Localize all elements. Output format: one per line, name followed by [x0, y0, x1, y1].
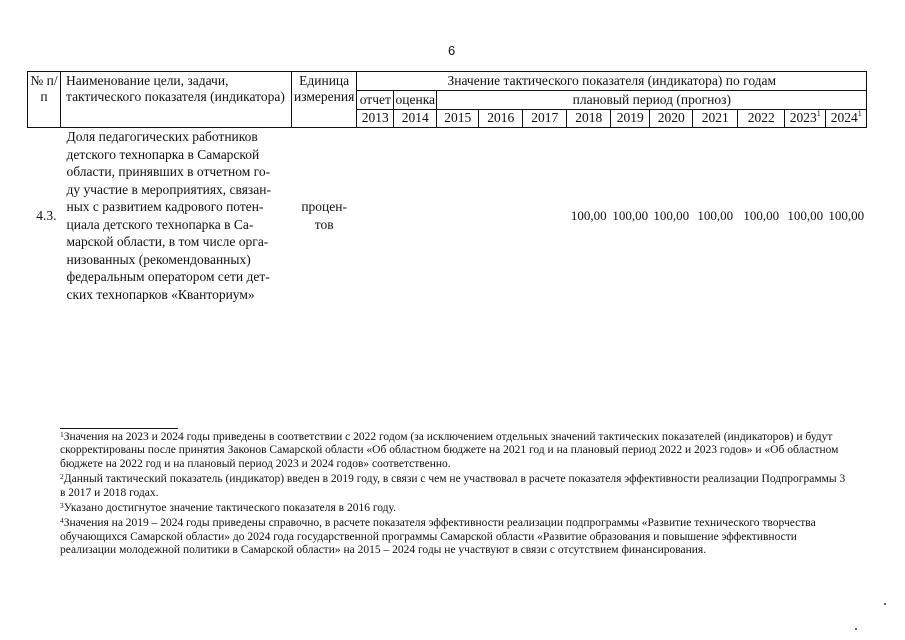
year-header-2014: 2014 — [394, 109, 437, 127]
year-header-2018: 2018 — [567, 109, 611, 127]
year-header-2019: 2019 — [611, 109, 650, 127]
footnote-text: Данный тактический показатель (индикатор) введен в 2019 году, в связи с чем не участвовал в расчете показателя эффективности реализации Подпрограммы 3 в 2017 и 2018 годах. — [60, 473, 846, 499]
footnote-text: Значения на 2019 – 2024 годы приведены справочно, в расчете показателя эффективности реализации подпрограммы «Развитие технического творчества обучающихся Самарской области» до 2024 года государственной программы Самарской области «Развитие образования и повышение эффективности реализации молодежной политики в Самарской области» на 2015 – 2024 годы не участвуют в связи с отсутствием финансирования. — [60, 517, 816, 557]
value-cell-2015 — [437, 128, 479, 304]
year-header-2016: 2016 — [479, 109, 523, 127]
header-name: Наименование цели, задачи, тактического показателя (индикатора) — [61, 72, 292, 128]
row-unit-line: тов — [314, 216, 334, 232]
header-report: отчет — [357, 91, 394, 109]
footnote-divider — [60, 428, 178, 429]
value-cell-2020: 100,00 — [653, 207, 690, 223]
footnote-mark: 1 — [60, 430, 64, 439]
value-cell-2018: 100,00 — [570, 207, 607, 223]
footnote-1 — [60, 431, 850, 471]
value-cell-2021: 100,00 — [697, 207, 734, 223]
row-name-line: марской области, в том числе орга- — [66, 234, 269, 249]
row-name-line: федеральным оператором сети дет- — [66, 269, 270, 284]
footnote-mark: 1 — [857, 109, 862, 119]
value-cell-2019: 100,00 — [612, 207, 649, 223]
footnote-text: Значения на 2023 и 2024 годы приведены в соответствии с 2022 годом (за исключением отдельных значений тактических показателей (индикаторов) и будут скорректированы после принятия Законов Самарской области «Об областном бюджете на 2021 год и на плановый период 2022 и 2023 годов» и «Об областном бюджете на 2022 год и на плановый период 2023 и 2024 годов» соответственно. — [60, 431, 839, 470]
header-values-group: Значение тактического показателя (индикатора) по годам — [357, 72, 867, 91]
scan-speck — [884, 603, 886, 605]
page-number: 6 — [448, 43, 456, 58]
value-cell-2014 — [394, 128, 437, 304]
row-name-line: детского технопарка в Самарской — [66, 146, 260, 162]
year-header-2017: 2017 — [523, 109, 567, 127]
year-header-2020: 2020 — [650, 109, 693, 127]
footnote-mark: 3 — [60, 501, 64, 511]
row-unit — [292, 128, 357, 304]
value-cell-2017 — [523, 128, 567, 304]
year-header-2021: 2021 — [693, 109, 738, 127]
row-number: 4.3. — [36, 207, 57, 223]
footnote-text: Указано достигнутое значение тактического показателя в 2016 году. — [63, 502, 397, 515]
value-cell-2016 — [479, 128, 523, 304]
header-unit: Единица измерения — [292, 72, 357, 128]
row-name-line: Доля педагогических работников — [66, 129, 258, 144]
row-name — [61, 128, 292, 304]
footnote-3 — [60, 502, 850, 515]
footnote-4 — [60, 517, 850, 557]
year-header-2023: 2023$^1$ — [785, 109, 826, 127]
footnotes — [60, 431, 850, 560]
row-name-line: низованных (рекомендованных) — [66, 251, 251, 267]
value-cell-2013 — [357, 128, 394, 304]
year-header-2015: 2015 — [437, 109, 479, 127]
row-name-line: ду участие в мероприятиях, связан- — [66, 181, 271, 197]
value-cell-2022: 100,00 — [743, 207, 780, 223]
footnote-mark: 2 — [60, 472, 64, 482]
footnote-mark: 1 — [816, 109, 821, 119]
scan-speck — [855, 628, 857, 630]
row-unit-line: процен- — [301, 199, 347, 214]
row-name-line: области, принявших в отчетном го- — [66, 164, 271, 179]
year-header-2024: 2024$^1$ — [826, 109, 867, 127]
footnote-2 — [60, 473, 850, 500]
header-plan-period: плановый период (прогноз) — [437, 91, 867, 109]
row-name-line: ных с развитием кадрового потен- — [66, 199, 264, 214]
header-estimate: оценка — [394, 91, 437, 109]
row-name-line: циала детского технопарка в Са- — [66, 216, 254, 232]
year-header-2022: 2022 — [738, 109, 785, 127]
value-cell-2023: 100,00 — [787, 207, 824, 223]
header-number: № п/п — [28, 72, 61, 128]
table-row — [28, 128, 867, 304]
footnote-mark: 4 — [60, 516, 64, 526]
year-header-2013: 2013 — [357, 109, 394, 127]
value-cell-2024: 100,00 — [828, 207, 865, 223]
indicators-table — [27, 71, 867, 303]
row-name-line: ских технопарков «Кванториум» — [66, 286, 255, 302]
